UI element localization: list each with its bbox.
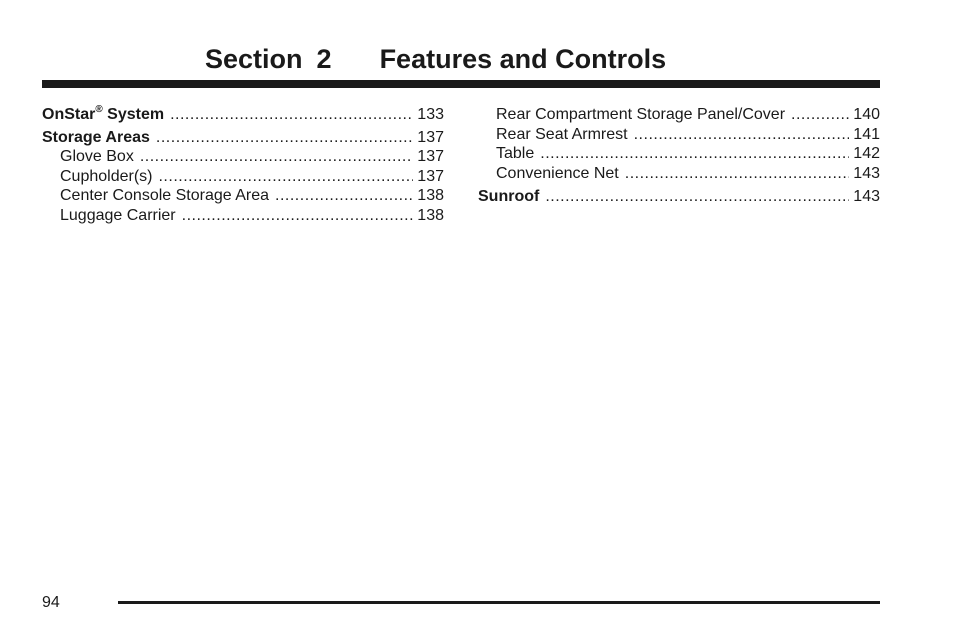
- dot-leader: [791, 105, 849, 125]
- toc-entry-page: 137: [417, 148, 444, 166]
- toc-entry-label: Cupholder(s): [60, 167, 153, 185]
- toc-entry-convenience-net[interactable]: [478, 164, 880, 184]
- toc-entry-label: Luggage Carrier: [60, 206, 176, 224]
- dot-leader: [170, 105, 413, 125]
- dot-leader: [140, 147, 413, 167]
- section-title: Features and Controls: [379, 44, 667, 74]
- toc-entry-page: 137: [417, 167, 444, 185]
- toc-entry-cupholders[interactable]: [42, 167, 444, 187]
- footer-rule: [118, 601, 880, 604]
- registered-mark: ®: [95, 103, 103, 115]
- section-number: 2: [316, 44, 332, 74]
- dot-leader: [275, 186, 413, 206]
- toc-entry-page: 133: [417, 106, 444, 123]
- header-rule: [42, 80, 880, 88]
- toc-entry-onstar[interactable]: [42, 105, 444, 125]
- toc-entry-page: 138: [417, 206, 444, 224]
- toc-entry-page: 143: [853, 164, 880, 182]
- toc-entry-page: 141: [853, 125, 880, 143]
- toc-entry-table[interactable]: [478, 144, 880, 164]
- toc-entry-storage-areas[interactable]: [42, 128, 444, 148]
- toc-column-left: [42, 105, 444, 226]
- dot-leader: [156, 128, 413, 148]
- toc-entry-label: Table: [496, 145, 535, 163]
- toc-column-right: [478, 105, 880, 207]
- toc-entry-glove-box[interactable]: [42, 147, 444, 167]
- toc-entry-sunroof[interactable]: [478, 187, 880, 207]
- toc-entry-luggage-carrier[interactable]: [42, 206, 444, 226]
- toc-entry-page: 142: [853, 145, 880, 163]
- page-number: 94: [42, 594, 60, 611]
- toc-entry-label: Storage Areas: [42, 128, 150, 146]
- toc-entry-rear-seat-armrest[interactable]: [478, 125, 880, 145]
- dot-leader: [625, 164, 850, 184]
- toc-entry-page: 143: [853, 188, 880, 206]
- toc-entry-label: Glove Box: [60, 148, 134, 166]
- dot-leader: [540, 144, 849, 164]
- toc-entry-page: 140: [853, 106, 880, 123]
- dot-leader: [634, 125, 850, 145]
- dot-leader: [545, 187, 849, 207]
- page-title: [205, 43, 666, 75]
- toc-entry-rear-compartment[interactable]: [478, 105, 880, 125]
- dot-leader: [158, 167, 413, 187]
- toc-entry-center-console[interactable]: [42, 186, 444, 206]
- dot-leader: [182, 206, 414, 226]
- toc-entry-label: Convenience Net: [496, 164, 619, 182]
- toc-entry-label: Sunroof: [478, 188, 540, 206]
- toc-entry-page: 137: [417, 128, 444, 146]
- toc-entry-label: Center Console Storage Area: [60, 187, 270, 205]
- toc-entry-label: OnStar® System: [42, 103, 165, 123]
- toc-entry-label: Rear Compartment Storage Panel/Cover: [496, 106, 786, 123]
- section-label: Section: [205, 44, 303, 74]
- toc-entry-page: 138: [417, 187, 444, 205]
- toc-entry-label: Rear Seat Armrest: [496, 125, 628, 143]
